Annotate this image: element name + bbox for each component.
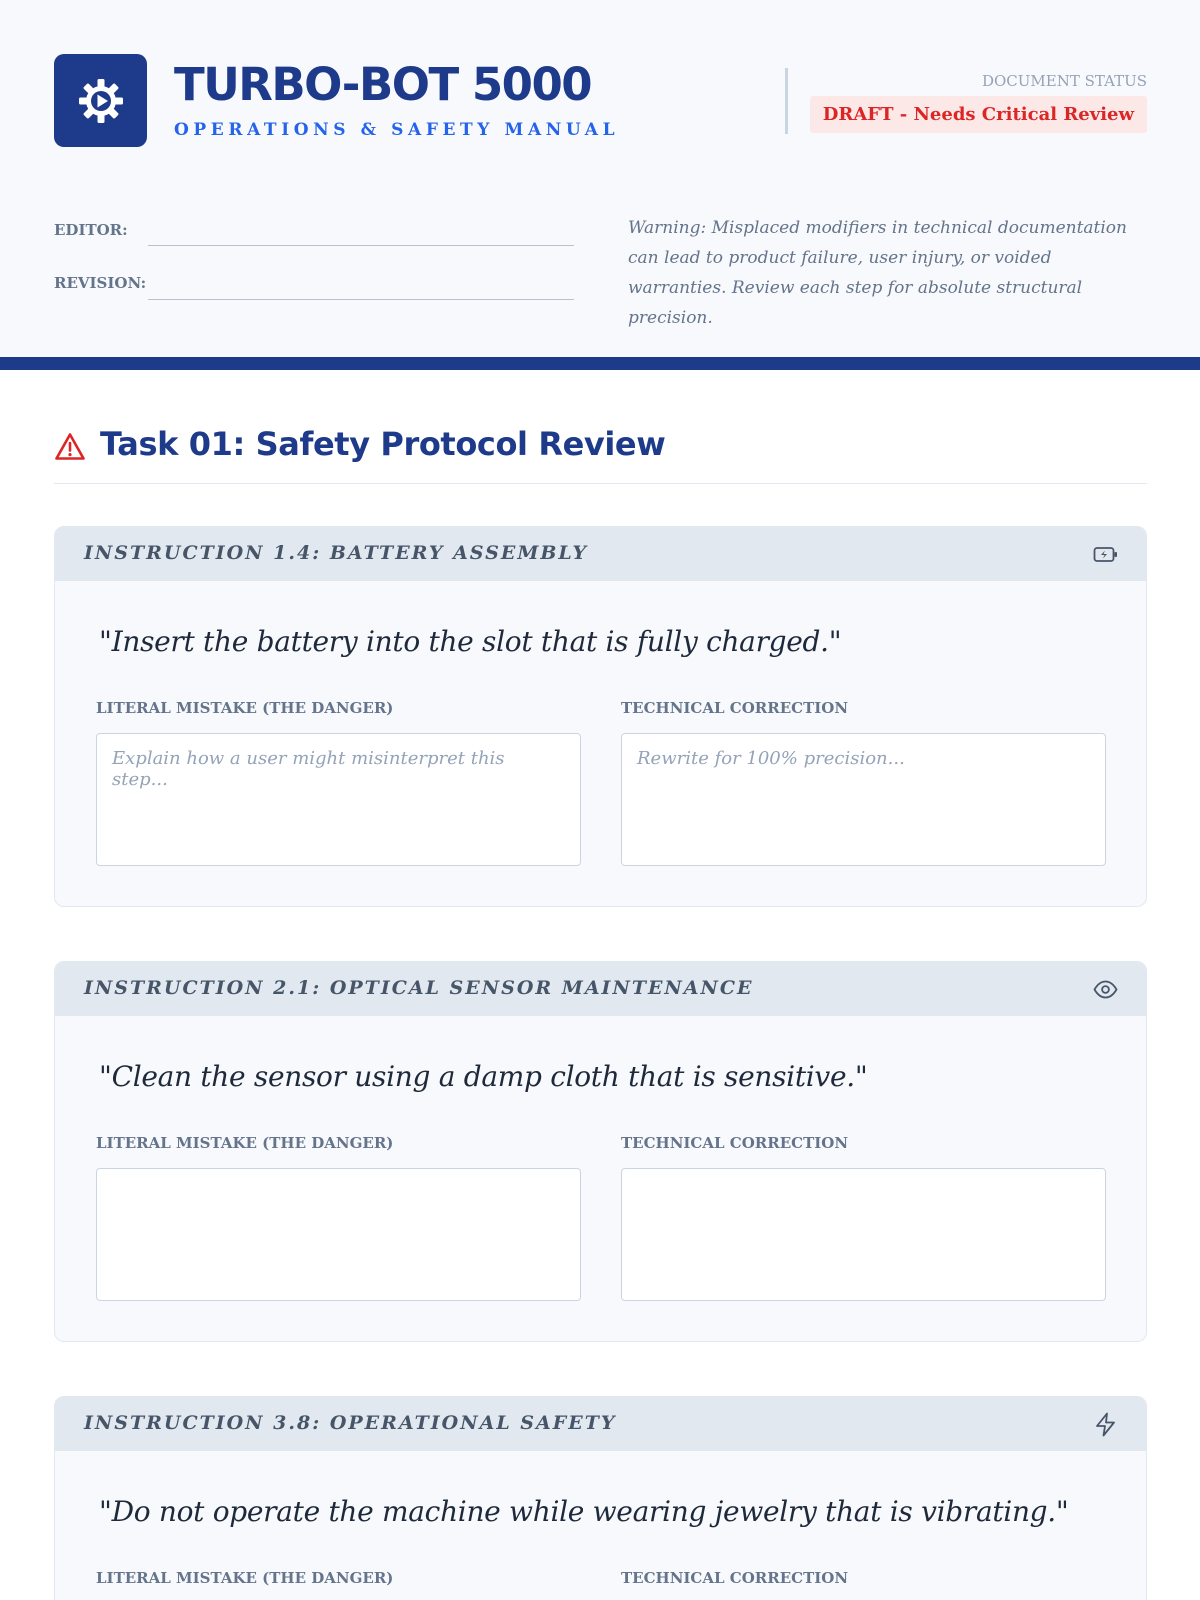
instruction-quote: "Do not operate the machine while wearing jewelry that is vibrating." xyxy=(99,1495,1069,1528)
revision-label: REVISION: xyxy=(54,274,147,292)
instruction-quote: "Insert the battery into the slot that is fully charged." xyxy=(99,625,842,658)
instruction-card-operational-safety xyxy=(54,1396,1147,1600)
instruction-quote: "Clean the sensor using a damp cloth that is sensitive." xyxy=(99,1060,868,1093)
instruction-label: INSTRUCTION 3.8: OPERATIONAL SAFETY xyxy=(84,1412,617,1434)
logo xyxy=(54,54,147,147)
instruction-card-header xyxy=(55,962,1146,1016)
literal-mistake-label: LITERAL MISTAKE (THE DANGER) xyxy=(96,1569,394,1587)
technical-correction-label: TECHNICAL CORRECTION xyxy=(621,1134,849,1152)
header-divider xyxy=(785,68,788,134)
brand-subtitle: OPERATIONS & SAFETY MANUAL xyxy=(174,120,620,140)
header-rule xyxy=(0,357,1200,370)
status-badge: DRAFT - Needs Critical Review xyxy=(810,96,1147,133)
lightning-bolt-icon xyxy=(1092,1411,1119,1438)
instruction-card-optical-sensor xyxy=(54,961,1147,1342)
literal-mistake-input[interactable] xyxy=(96,1168,581,1301)
technical-correction-label: TECHNICAL CORRECTION xyxy=(621,1569,849,1587)
gear-play-icon xyxy=(75,75,127,127)
literal-mistake-label: LITERAL MISTAKE (THE DANGER) xyxy=(96,1134,394,1152)
revision-field[interactable] xyxy=(148,299,574,300)
literal-mistake-label: LITERAL MISTAKE (THE DANGER) xyxy=(96,699,394,717)
instruction-label: INSTRUCTION 1.4: BATTERY ASSEMBLY xyxy=(84,542,589,564)
warning-triangle-icon xyxy=(54,431,86,463)
brand-title: TURBO-BOT 5000 xyxy=(174,58,592,111)
technical-correction-input[interactable] xyxy=(621,733,1106,866)
document-status-label: DOCUMENT STATUS xyxy=(981,72,1147,90)
technical-correction-label: TECHNICAL CORRECTION xyxy=(621,699,849,717)
instruction-card-battery xyxy=(54,526,1147,907)
instruction-card-header xyxy=(55,527,1146,581)
document-header xyxy=(0,0,1200,357)
literal-mistake-input[interactable] xyxy=(96,733,581,866)
instruction-label: INSTRUCTION 2.1: OPTICAL SENSOR MAINTENANCE xyxy=(84,977,754,999)
instruction-card-header xyxy=(55,1397,1146,1451)
task-title: Task 01: Safety Protocol Review xyxy=(100,425,666,463)
warning-note: Warning: Misplaced modifiers in technical documentation can lead to product failure, user injury, or voided warranties. Review each step for absolute structural precision. xyxy=(628,218,1127,328)
task-heading xyxy=(54,424,1147,484)
technical-correction-input[interactable] xyxy=(621,1168,1106,1301)
editor-label: EDITOR: xyxy=(54,221,128,239)
editor-field[interactable] xyxy=(148,245,574,246)
battery-charging-icon xyxy=(1092,541,1119,568)
eye-icon xyxy=(1092,976,1119,1003)
